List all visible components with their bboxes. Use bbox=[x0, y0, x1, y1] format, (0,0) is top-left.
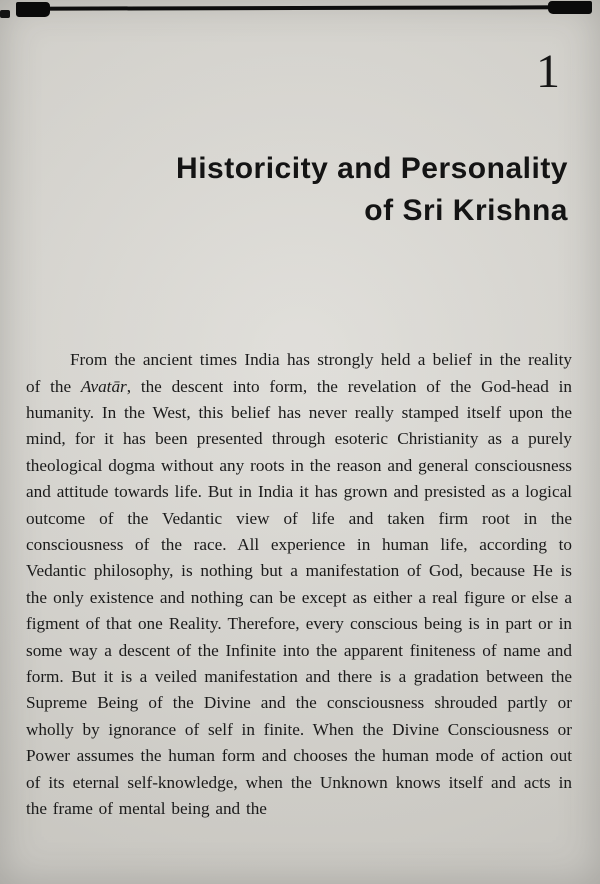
chapter-number: 1 bbox=[536, 45, 560, 98]
scan-artifact-top-line bbox=[28, 5, 562, 10]
italic-term-avatar: Avatār bbox=[80, 376, 127, 396]
paragraph-part-2: , the descent into form, the revelation of the God-head in humanity. In the West, this belief has never really stamped itself upon the mind, for it has been presented through esoteric Christianity as a purely theological dogma without any roots in the reason and general consciousness and attitude towards life. But in India it has grown and presisted as a logical outcome of the Vedantic view of life and taken firm root in the consciousness of the race. All experience in human life, according to Vedantic philosophy, is nothing but a manifestation of God, because He is the only existence and nothing can be except as either a real figure or else a figment of that one Reality. Therefore, every conscious being is in part or in some way a descent of the Infinite into the apparent finiteness of name and form. But it is a veiled manifestation and there is a gradation between the Supreme Being of the Divine and the consciousness shrouded partly or wholly by ignorance of self in finite. When the Divine Consciousness or Power assumes the human form and chooses the human mode of action out of its eternal self-knowledge, when the Unknown knows itself and acts in the frame of mental being and the bbox=[26, 376, 572, 819]
title-line-2: of Sri Krishna bbox=[364, 194, 568, 227]
scan-artifact-left-edge bbox=[0, 10, 10, 18]
title-line-1: Historicity and Personality bbox=[176, 152, 568, 185]
page-title bbox=[0, 148, 568, 232]
scan-artifact-top-right bbox=[548, 1, 592, 14]
scan-artifact-top-left bbox=[16, 2, 50, 17]
paragraph-part-1: From the ancient times India has strongly held a belief in the reality of the bbox=[26, 350, 572, 396]
body-paragraph bbox=[26, 347, 572, 822]
